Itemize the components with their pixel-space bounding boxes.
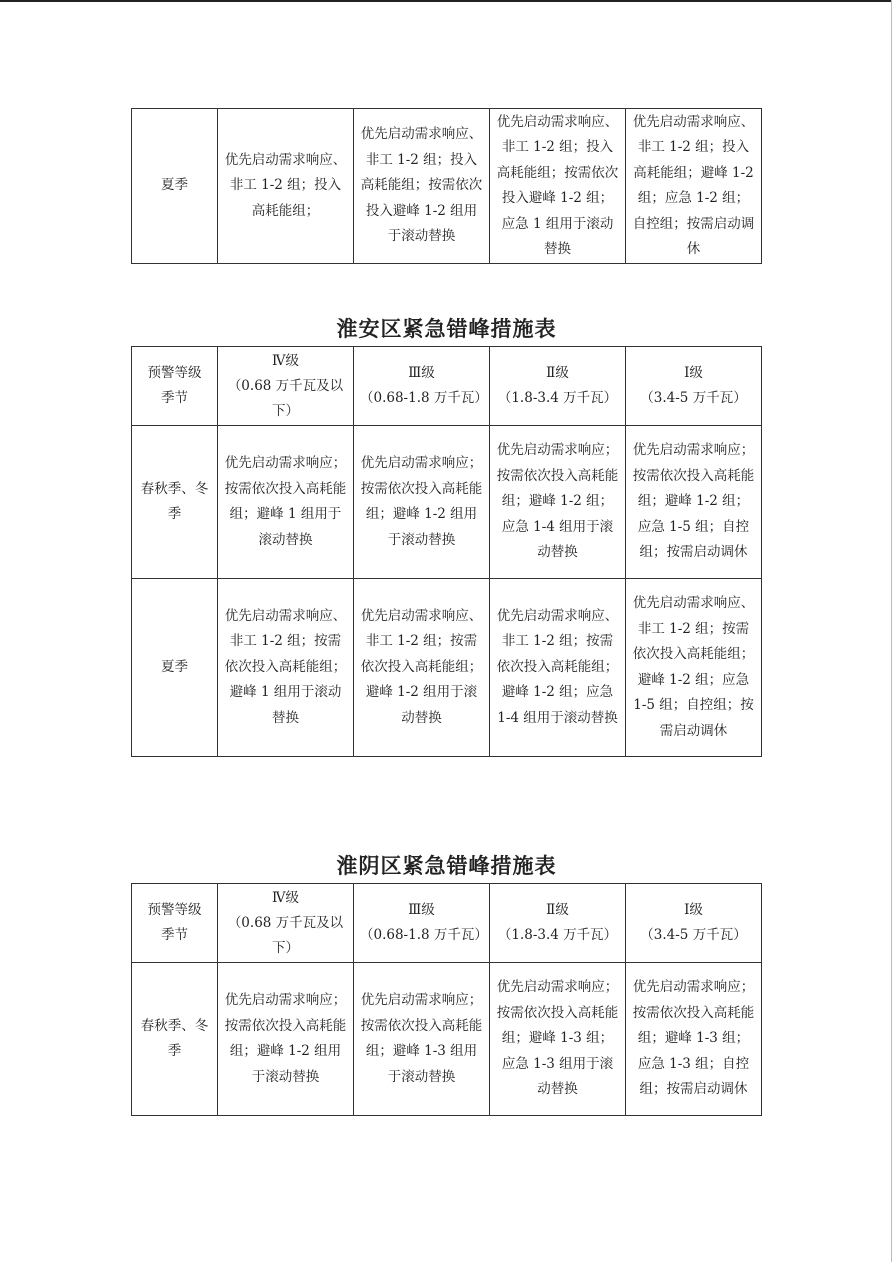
level-iii-cell: 优先启动需求响应；按需依次投入高耗能组；避峰 1-2 组用于滚动替换 bbox=[354, 426, 490, 579]
table-row-summer bbox=[132, 579, 762, 757]
level-i-name: Ⅰ级 bbox=[684, 902, 703, 918]
level-iv-range: （0.68 万千瓦及以下） bbox=[227, 377, 344, 419]
season-label: 季节 bbox=[161, 927, 188, 943]
level-i-cell: 优先启动需求响应、非工 1-2 组；按需依次投入高耗能组；避峰 1-2 组；应急 1-5 组；自控组；按需启动调休 bbox=[626, 579, 762, 757]
level-ii-name: Ⅱ级 bbox=[546, 365, 569, 381]
level-iii-cell: 优先启动需求响应、非工 1-2 组；投入高耗能组；按需依次投入避峰 1-2 组用于滚动替换 bbox=[354, 109, 490, 264]
huaiyin-table bbox=[131, 883, 762, 1116]
level-ii-cell: 优先启动需求响应、非工 1-2 组；投入高耗能组；按需依次投入避峰 1-2 组；应急 1 组用于滚动替换 bbox=[490, 109, 626, 264]
level-iv-cell: 优先启动需求响应、非工 1-2 组；按需依次投入高耗能组；避峰 1 组用于滚动替换 bbox=[218, 579, 354, 757]
corner-header-cell bbox=[132, 347, 218, 426]
page-top-border bbox=[0, 0, 892, 2]
level-ii-range: （1.8-3.4 万千瓦） bbox=[497, 927, 618, 943]
level-ii-cell: 优先启动需求响应；按需依次投入高耗能组；避峰 1-2 组；应急 1-4 组用于滚动替换 bbox=[490, 426, 626, 579]
warning-level-label: 预警等级 bbox=[147, 902, 202, 918]
level-iv-range: （0.68 万千瓦及以下） bbox=[227, 914, 344, 956]
level-i-header bbox=[626, 347, 762, 426]
huaian-table-title: 淮安区紧急错峰措施表 bbox=[336, 317, 557, 341]
level-i-range: （3.4-5 万千瓦） bbox=[640, 390, 747, 406]
corner-header-cell bbox=[132, 884, 218, 963]
level-iv-header bbox=[218, 347, 354, 426]
table-row-spring-winter bbox=[132, 963, 762, 1116]
level-iii-name: Ⅲ级 bbox=[408, 902, 435, 918]
table-row-summer bbox=[132, 109, 762, 264]
level-iii-range: （0.68-1.8 万千瓦） bbox=[360, 927, 488, 943]
level-ii-header bbox=[490, 884, 626, 963]
level-iv-cell: 优先启动需求响应；按需依次投入高耗能组；避峰 1 组用于滚动替换 bbox=[218, 426, 354, 579]
table-header-row bbox=[132, 347, 762, 426]
level-iv-cell: 优先启动需求响应；按需依次投入高耗能组；避峰 1-2 组用于滚动替换 bbox=[218, 963, 354, 1116]
level-ii-name: Ⅱ级 bbox=[546, 902, 569, 918]
level-iii-cell: 优先启动需求响应、非工 1-2 组；按需依次投入高耗能组；避峰 1-2 组用于滚动替换 bbox=[354, 579, 490, 757]
huaiyin-table-title: 淮阴区紧急错峰措施表 bbox=[336, 854, 557, 878]
level-i-cell: 优先启动需求响应；按需依次投入高耗能组；避峰 1-2 组；应急 1-5 组；自控组；按需启动调休 bbox=[626, 426, 762, 579]
level-i-range: （3.4-5 万千瓦） bbox=[640, 927, 747, 943]
level-ii-cell: 优先启动需求响应、非工 1-2 组；按需依次投入高耗能组；避峰 1-2 组；应急 1-4 组用于滚动替换 bbox=[490, 579, 626, 757]
level-iii-header bbox=[354, 884, 490, 963]
level-iii-name: Ⅲ级 bbox=[408, 365, 435, 381]
level-iv-name: Ⅳ级 bbox=[272, 889, 299, 906]
season-label: 季节 bbox=[161, 390, 188, 406]
level-ii-cell: 优先启动需求响应；按需依次投入高耗能组；避峰 1-3 组；应急 1-3 组用于滚动替换 bbox=[490, 963, 626, 1116]
level-i-cell: 优先启动需求响应；按需依次投入高耗能组；避峰 1-3 组；应急 1-3 组；自控组；按需启动调休 bbox=[626, 963, 762, 1116]
level-ii-header bbox=[490, 347, 626, 426]
season-cell: 夏季 bbox=[132, 109, 218, 264]
level-ii-range: （1.8-3.4 万千瓦） bbox=[497, 390, 618, 406]
level-iv-cell: 优先启动需求响应、非工 1-2 组；投入高耗能组； bbox=[218, 109, 354, 264]
table-row-spring-winter bbox=[132, 426, 762, 579]
season-cell: 春秋季、冬季 bbox=[132, 963, 218, 1116]
table-continued bbox=[131, 108, 762, 264]
season-cell: 夏季 bbox=[132, 579, 218, 757]
huaian-table bbox=[131, 346, 762, 757]
table-header-row bbox=[132, 884, 762, 963]
level-i-header bbox=[626, 884, 762, 963]
level-i-name: Ⅰ级 bbox=[684, 365, 703, 381]
level-iv-header bbox=[218, 884, 354, 963]
season-cell: 春秋季、冬季 bbox=[132, 426, 218, 579]
level-i-cell: 优先启动需求响应、非工 1-2 组；投入高耗能组；避峰 1-2 组；应急 1-2 组；自控组；按需启动调休 bbox=[626, 109, 762, 264]
level-iii-header bbox=[354, 347, 490, 426]
warning-level-label: 预警等级 bbox=[147, 365, 202, 381]
level-iii-cell: 优先启动需求响应；按需依次投入高耗能组；避峰 1-3 组用于滚动替换 bbox=[354, 963, 490, 1116]
level-iv-name: Ⅳ级 bbox=[272, 352, 299, 369]
level-iii-range: （0.68-1.8 万千瓦） bbox=[360, 390, 488, 406]
